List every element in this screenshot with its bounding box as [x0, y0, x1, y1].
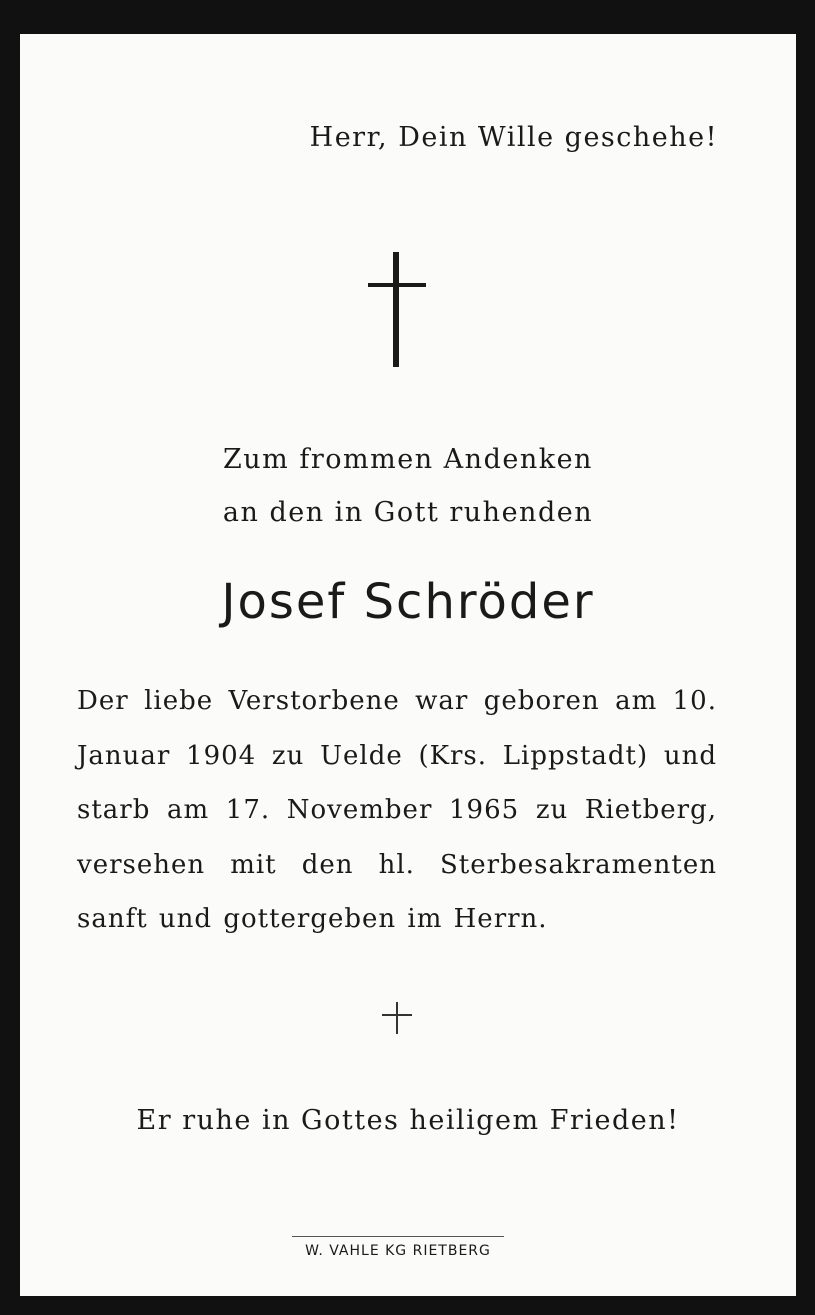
motto: Herr, Dein Wille geschehe! [309, 122, 718, 153]
small-cross-icon [382, 1002, 412, 1034]
intro-line-1: Zum frommen Andenken [223, 444, 593, 475]
intro-line-2: an den in Gott ruhenden [222, 497, 594, 528]
cross-horizontal-bar [368, 283, 426, 287]
memorial-card [20, 34, 796, 1296]
small-cross-horizontal-bar [382, 1014, 412, 1016]
closing-prayer: Er ruhe in Gottes heiligem Frieden! [136, 1105, 680, 1136]
small-cross-vertical-bar [396, 1002, 398, 1034]
printer-imprint: W. VAHLE KG RIETBERG [305, 1243, 491, 1259]
cross-vertical-bar [393, 252, 399, 367]
biography-text: Der liebe Verstorbene war geboren am 10. Januar 1904 zu Uelde (Krs. Lippstadt) und starb am 17. November 1965 zu Rietberg, versehen mit den hl. Sterbesakramenten sanft und gottergeben im Herrn. [77, 686, 717, 934]
printer-divider [292, 1236, 504, 1237]
cross-icon [368, 252, 426, 367]
deceased-name: Josef Schröder [221, 574, 595, 630]
